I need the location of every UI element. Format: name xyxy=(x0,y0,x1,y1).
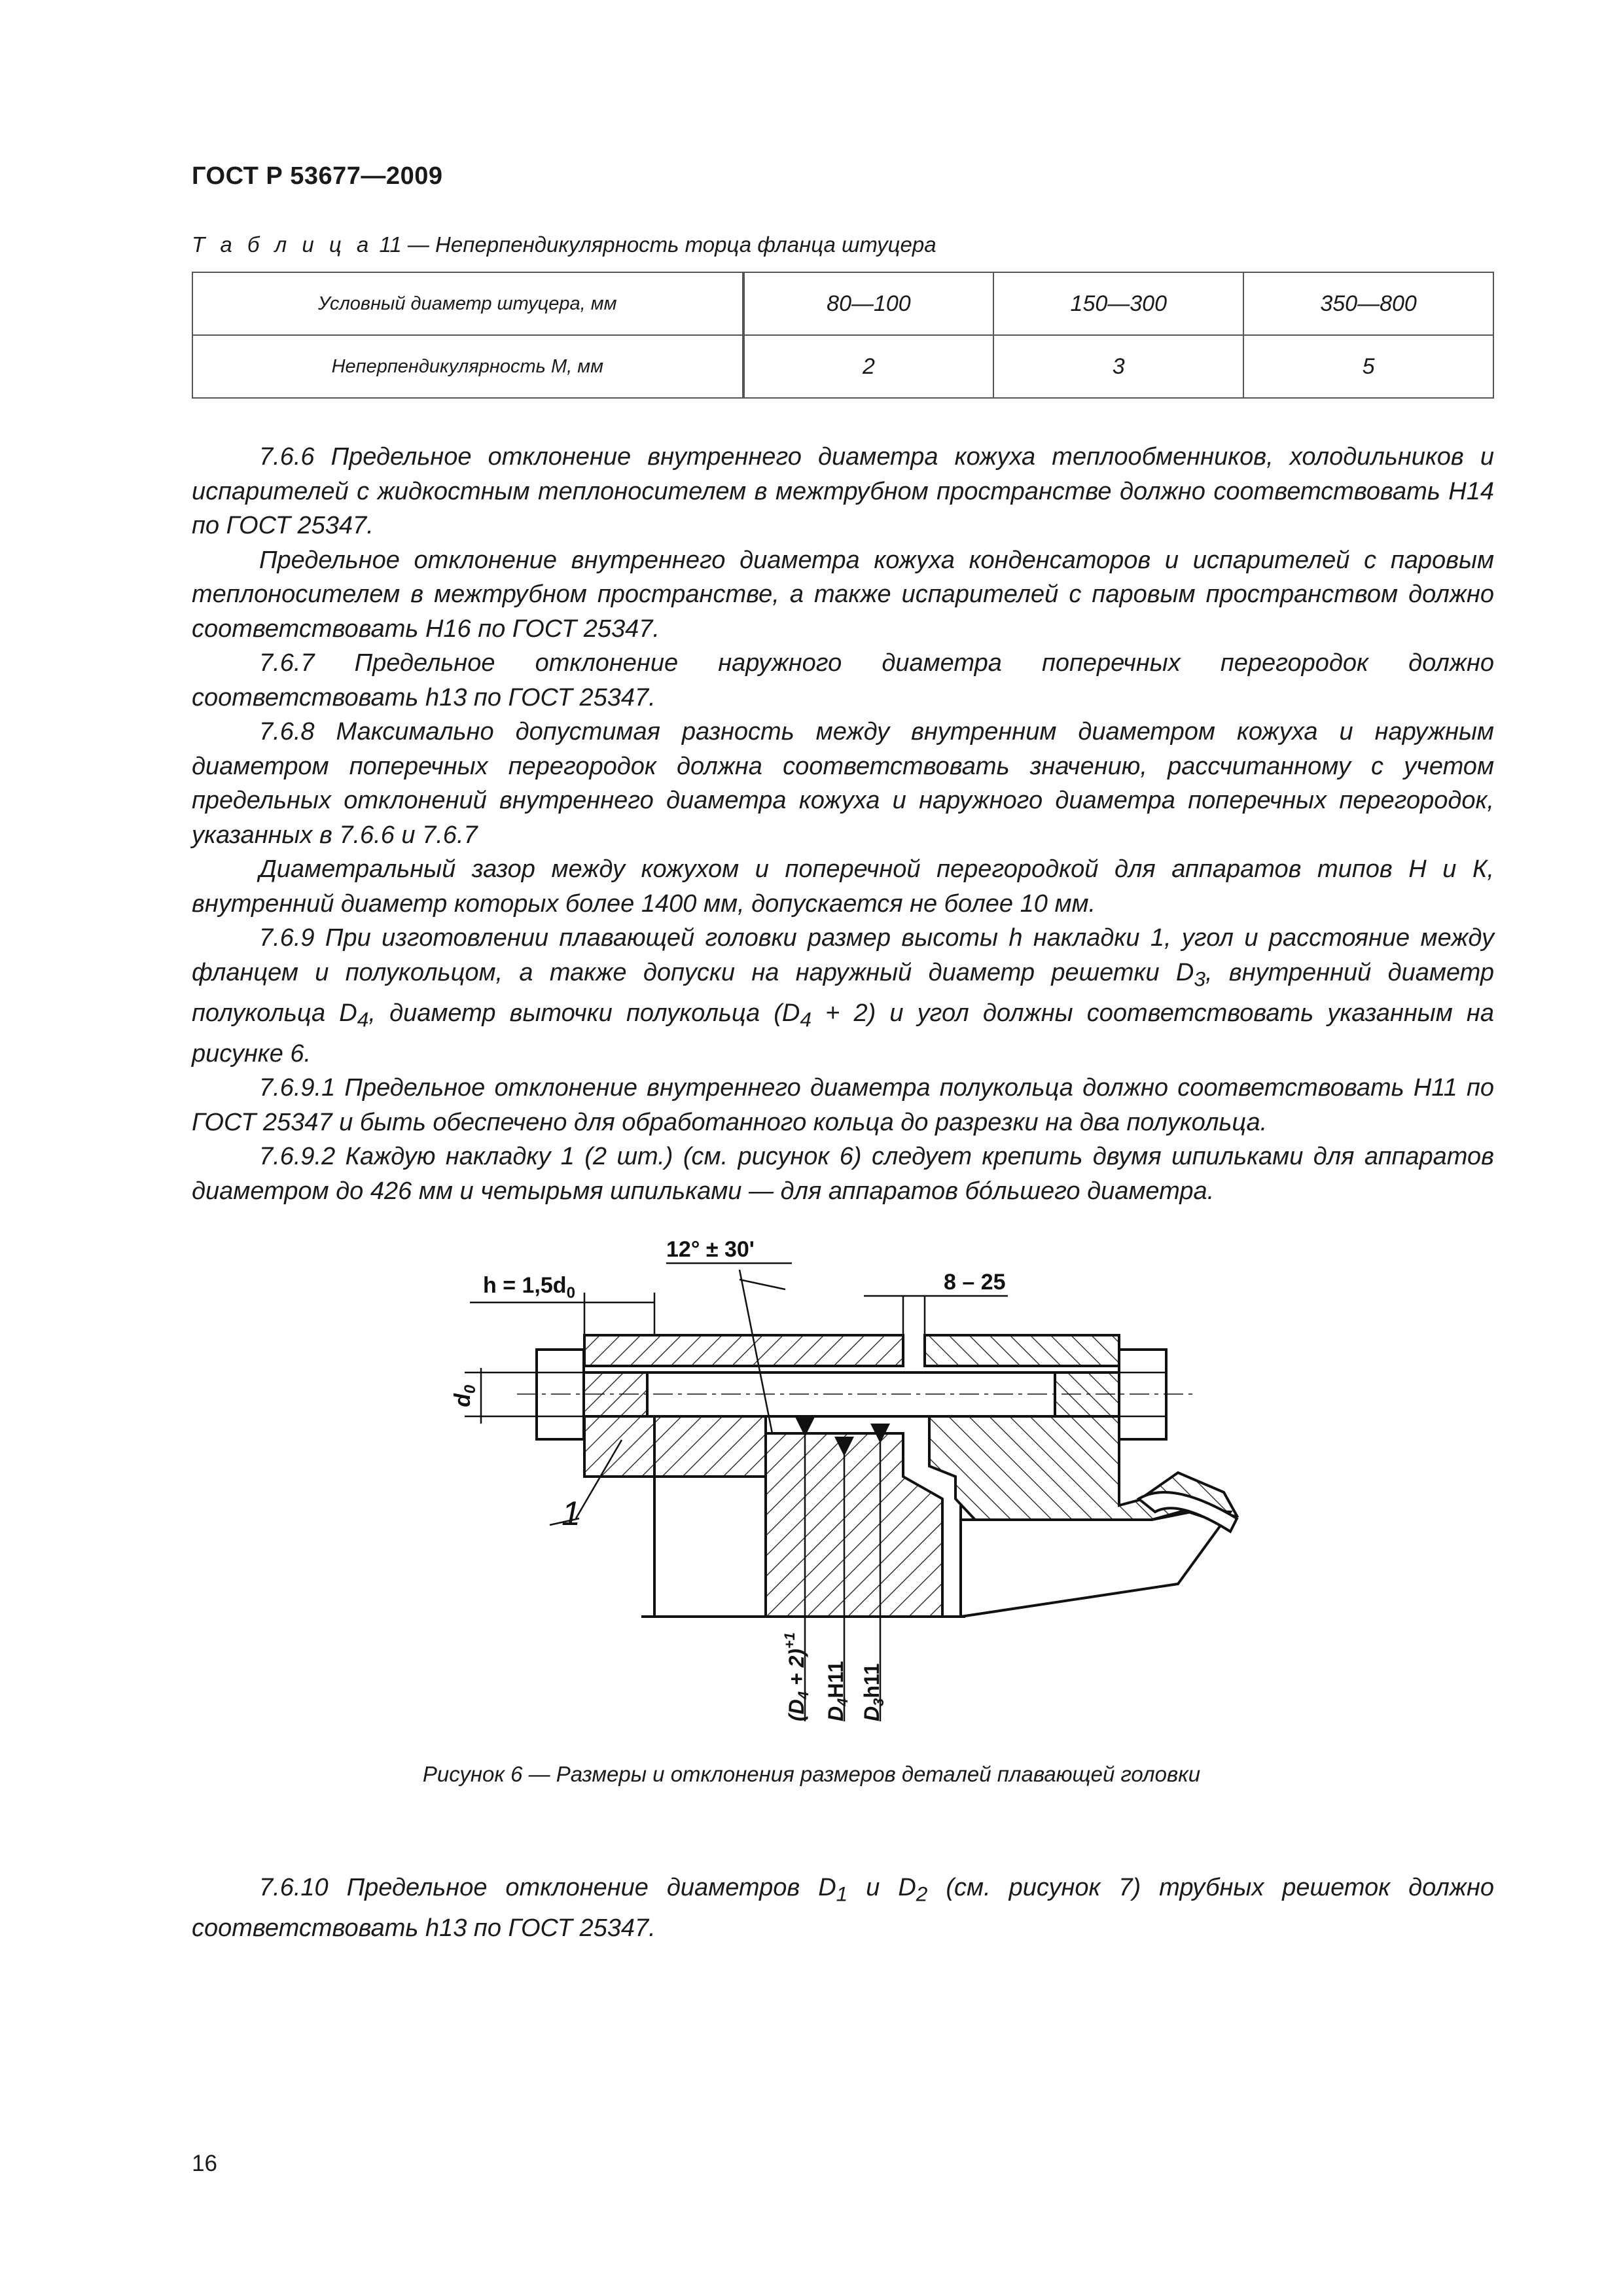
paragraph-shell-steam: Предельное отклонение внутреннего диаметра кожуха конденсаторов и испарителей с паровым теплоносителем в межтрубном пространстве, а также испарителей с паровым пространством должно соответствовать Н16 по ГОСТ 25347. xyxy=(192,546,1494,643)
half-ring xyxy=(766,1433,942,1617)
paragraph-7-6-10: 7.6.10 Предельное отклонение диаметров $D_1$ и $D_2$ (см. рисунок 7) трубных решеток должно соответствовать h13 по ГОСТ 25347. xyxy=(192,1874,1494,1943)
paragraph-7-6-8: 7.6.8 Максимально допустимая разность между внутренним диаметром кожуха и наружным диаметром поперечных перегородок должна соответствовать значению, рассчитанному с учетом предельных отклонений внутреннего диаметра кожуха и наружного диаметра поперечных перегородок, указанных в 7.6.6 и 7.6.7 xyxy=(192,718,1494,849)
table-caption-text: 11 — Неперпендикулярность торца фланца штуцера xyxy=(373,232,936,257)
paragraph-7-6-9: 7.6.9 При изготовлении плавающей головки размер высоты h накладки 1, угол и расстояние между фланцем и полукольцом, а также допуски на наружный диаметр решетки $D_3$, внутренний диаметр полукольца $D_4$, диаметр выточки полукольца $(D_4 + 2)$ и угол должны соответствовать указанным на рисунке 6. xyxy=(192,924,1494,1067)
label-d0: $d_0$ xyxy=(450,1384,479,1407)
row-label: Условный диаметр штуцера, мм xyxy=(192,272,743,335)
paragraph-7-6-9-2: 7.6.9.2 Каждую накладку 1 (2 шт.) (см. рисунок 6) следует крепить двумя шпильками для аппаратов диаметром до 426 мм и четырьмя шпильками — для аппаратов бо́льшего диаметра. xyxy=(192,1143,1494,1205)
paragraph-7-6-9-1: 7.6.9.1 Предельное отклонение внутреннего диаметра полукольца должно соответствовать Н11 по ГОСТ 25347 и быть обеспечено для обработанного кольца до разрезки на два полукольца. xyxy=(192,1074,1494,1136)
dim-d3-h11: $D_3h11$ xyxy=(860,1663,887,1721)
table-cell: 350—800 xyxy=(1243,272,1493,335)
paragraph-7-6-7: 7.6.7 Предельное отклонение наружного диаметра поперечных перегородок должно соответствовать h13 по ГОСТ 25347. xyxy=(192,649,1494,711)
table-cell: 150—300 xyxy=(993,272,1243,335)
table-cell: 80—100 xyxy=(743,272,994,335)
label-h: $h = 1,5d_0$ xyxy=(483,1273,575,1302)
page-number: 16 xyxy=(192,2151,217,2176)
paragraph-clearance: Диаметральный зазор между кожухом и поперечной перегородкой для аппаратов типов Н и К, внутренний диаметр которых более 1400 мм, допускается не более 10 мм. xyxy=(192,855,1494,918)
label-angle: 12° ± 30' xyxy=(666,1237,755,1262)
body-text-lower xyxy=(192,1871,1494,1946)
document-header: ГОСТ Р 53677—2009 xyxy=(192,162,443,190)
dim-d4-plus-2: $(D_4 + 2)^{+1}$ xyxy=(781,1632,812,1721)
flange-plate-right xyxy=(925,1335,1119,1366)
overlay-lower xyxy=(584,1416,654,1477)
table-caption-prefix: Т а б л и ц а xyxy=(192,232,374,257)
row-label: Неперпендикулярность М, мм xyxy=(192,335,743,398)
shell-body xyxy=(961,1511,1230,1617)
figure-caption: Рисунок 6 — Размеры и отклонения размеров деталей плавающей головки xyxy=(422,1762,1201,1786)
label-gap: 8 – 25 xyxy=(944,1270,1006,1295)
paragraph-7-6-6: 7.6.6 Предельное отклонение внутреннего диаметра кожуха теплообменников, холодильников и испарителей с жидкостным теплоносителем в межтрубном пространстве должно соответствовать Н14 по ГОСТ 25347. xyxy=(192,443,1494,539)
overlay-plate xyxy=(584,1335,903,1366)
table-cell: 2 xyxy=(743,335,994,398)
table-cell: 3 xyxy=(993,335,1243,398)
dim-d4-h11: $D_4H11$ xyxy=(824,1660,851,1721)
table-cell: 5 xyxy=(1243,335,1493,398)
label-part-1: 1 xyxy=(562,1495,580,1533)
